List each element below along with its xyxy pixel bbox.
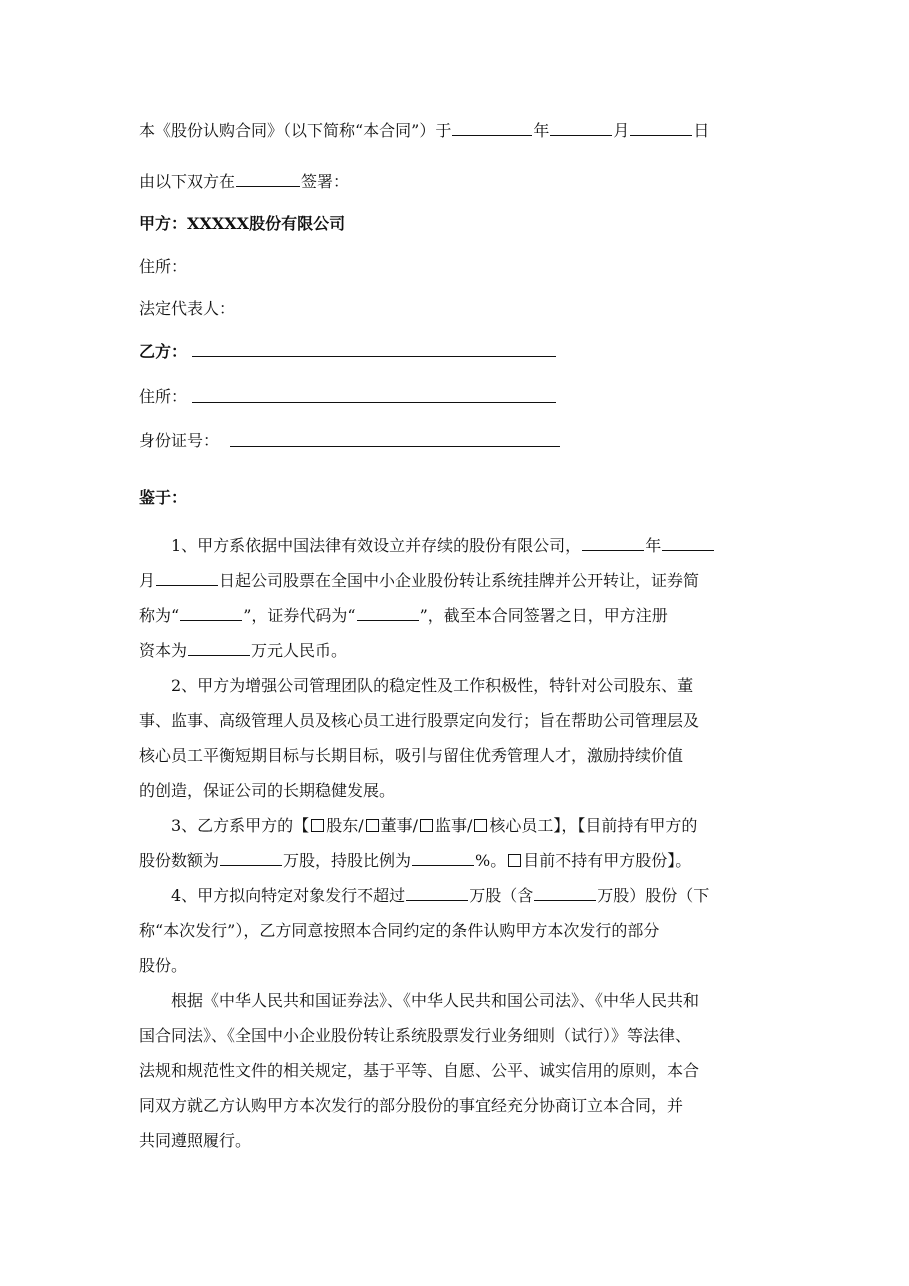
month-label: 月 [613,121,630,140]
checkbox-shareholder[interactable] [311,819,324,832]
option-label: 董事/ [380,816,418,835]
para-2-line-3: 核心员工平衡短期目标与长期目标，吸引与留住优秀管理人才，激励持续价值 [139,746,684,765]
para-text: 1、甲方系依据中国法律有效设立并存续的股份有限公司， [171,536,582,555]
para-2-line-4: 的创造，保证公司的长期稳健发展。 [139,781,396,800]
para-text: 股份数额为 [139,851,220,870]
para-5-line-2: 国合同法》、《全国中小企业股份转让系统股票发行业务细则（试行）》等法律、 [139,1026,692,1045]
blank-included-shares [534,885,596,901]
para-4-line-3: 股份。 [139,956,188,975]
intro-text: 由以下双方在 [139,172,236,191]
blank-listing-day [156,570,218,586]
option-label: 核心员工】，【目前持有甲方的 [489,816,698,835]
para-3-line-2 [139,849,691,873]
para-text: 称为“ [139,606,180,625]
blank-shares-held [220,850,282,866]
party-a-address: 住所： [139,257,188,276]
blank-month [550,120,612,136]
para-2-line-2: 事、监事、高级管理人员及核心员工进行股票定向发行；旨在帮助公司管理层及 [139,711,700,730]
blank-year [452,120,532,136]
para-5-line-1: 根据《中华人民共和国证券法》、《中华人民共和国公司法》、《中华人民共和 [171,991,700,1010]
para-5-line-5: 共同遵照履行。 [139,1131,252,1150]
sign-label: 签署： [301,172,350,191]
blank-stock-abbr [180,605,242,621]
checkbox-supervisor[interactable] [420,819,433,832]
checkbox-core-employee[interactable] [474,819,487,832]
para-2-line-1: 2、甲方为增强公司管理团队的稳定性及工作积极性，特针对公司股东、董 [171,676,694,695]
intro-line-1 [139,119,709,143]
party-a-representative: 法定代表人： [139,299,236,318]
para-5-line-4: 同双方就乙方认购甲方本次发行的部分股份的事宜经充分协商订立本合同，并 [139,1096,684,1115]
party-a-label: 甲方：XXXXX股份有限公司 [139,214,346,233]
para-text: %。 [475,851,507,870]
option-label: 目前不持有甲方股份】。 [523,851,692,870]
party-b-address-line [192,402,556,403]
blank-day [630,120,692,136]
blank-place [236,171,300,187]
checkbox-no-shares[interactable] [508,854,521,867]
blank-capital [188,640,250,656]
para-text: 3、乙方系甲方的【 [171,816,310,835]
para-text: 日起公司股票在全国中小企业股份转让系统挂牌并公开转让，证券简 [219,571,700,590]
party-b-name-line [192,356,556,357]
blank-max-shares [406,885,468,901]
para-text: 万元人民币。 [251,641,348,660]
day-label: 日 [693,121,710,140]
para-text: 万股，持股比例为 [283,851,412,870]
party-b-id: 身份证号： [139,431,220,450]
para-1-line-4 [139,639,347,663]
blank-stock-code [357,605,419,621]
checkbox-director[interactable] [366,819,379,832]
para-1-line-2 [139,569,699,593]
para-text: 月 [139,571,156,590]
party-b-label: 乙方： [139,342,188,361]
year-label: 年 [533,121,550,140]
para-text: ”，证券代码为“ [243,606,356,625]
party-b-address: 住所： [139,387,188,406]
para-4-line-2: 称“本次发行”），乙方同意按照本合同约定的条件认购甲方本次发行的部分 [139,921,660,940]
para-text: 4、甲方拟向特定对象发行不超过 [171,886,406,905]
para-text: 年 [645,536,662,555]
para-1-line-1 [171,534,715,558]
para-text: 万股（含 [469,886,534,905]
party-b-id-line [230,446,560,447]
para-3-line-1 [171,814,697,838]
intro-line-2 [139,170,349,194]
option-label: 股东/ [326,816,364,835]
blank-share-ratio [412,850,474,866]
para-text: 万股）股份（下 [597,886,710,905]
blank-listing-month [662,535,714,551]
intro-text: 本《股份认购合同》（以下简称“本合同”）于 [139,121,452,140]
blank-listing-year [582,535,644,551]
para-text: ”，截至本合同签署之日，甲方注册 [419,606,668,625]
option-label: 监事/ [435,816,473,835]
para-text: 资本为 [139,641,188,660]
whereas-heading: 鉴于： [139,488,188,507]
para-4-line-1 [171,884,709,908]
para-1-line-3 [139,604,668,628]
para-5-line-3: 法规和规范性文件的相关规定，基于平等、自愿、公平、诚实信用的原则，本合 [139,1061,700,1080]
